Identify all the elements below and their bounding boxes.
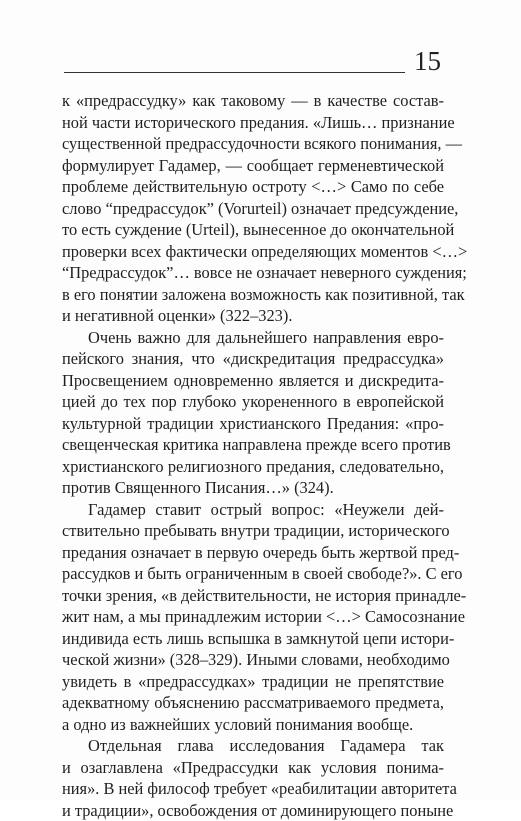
header-rule [64, 72, 405, 73]
text-line: индивида есть лишь вспышка в замкнутой цепи истори- [62, 628, 444, 650]
text-line: Отдельная глава исследования Гадамера так [62, 735, 444, 757]
text-line: “Предрассудок”… вовсе не означает неверного суждения; [62, 262, 444, 284]
text-line: ствительно пребывать внутри традиции, исторического [62, 520, 444, 542]
paragraph [62, 735, 444, 821]
text-line: увидеть в «предрассудках» традиции не препятствие [62, 671, 444, 693]
page-number: 15 [414, 46, 441, 77]
text-line: проверки всех фактически определяющих моментов <…> [62, 241, 444, 263]
text-line: цией до тех пор глубоко укорененного в европейской [62, 391, 444, 413]
text-line: точки зрения, «в действительности, не история принадле- [62, 585, 444, 607]
paragraph [62, 499, 444, 736]
text-line: адекватному объяснению рассматриваемого предмета, [62, 692, 444, 714]
text-line: и традиции», освобождения от доминирующего поныне [62, 800, 444, 821]
text-line: к «предрассудку» как таковому — в качестве состав- [62, 90, 444, 112]
text-line: формулирует Гадамер, — сообщает герменевтической [62, 155, 444, 177]
text-line: то есть суждение (Urteil), вынесенное до окончательной [62, 219, 444, 241]
text-line: культурной традиции христианского Предания: «про- [62, 413, 444, 435]
text-line: пейского знания, что «дискредитация предрассудка» [62, 348, 444, 370]
text-line: в его понятии заложена возможность как позитивной, так [62, 284, 444, 306]
text-line: Просвещением одновременно является и дискредита- [62, 370, 444, 392]
text-line: Очень важно для дальнейшего направления евро- [62, 327, 444, 349]
text-line: предания означает в первую очередь быть жертвой пред- [62, 542, 444, 564]
text-line: слово “предрассудок” (Vorurteil) означает предсуждение, [62, 198, 444, 220]
text-line: проблеме действительную остроту <…> Само по себе [62, 176, 444, 198]
paragraph [62, 327, 444, 499]
text-line: Гадамер ставит острый вопрос: «Неужели дей- [62, 499, 444, 521]
text-line: рассудков и быть ограниченным в своей свободе?». С его [62, 563, 444, 585]
text-line: ния». В ней философ требует «реабилитации авторитета [62, 778, 444, 800]
text-line: а одно из важнейших условий понимания вообще. [62, 714, 444, 736]
text-line: существенной предрассудочности всякого понимания, — [62, 133, 444, 155]
text-line: ческой жизни» (328–329). Иными словами, необходимо [62, 649, 444, 671]
text-line: и негативной оценки» (322–323). [62, 305, 444, 327]
body-text [62, 90, 444, 821]
paragraph [62, 90, 444, 327]
text-line: жит нам, а мы принадлежим истории <…> Самосознание [62, 606, 444, 628]
text-line: христианского религиозного предания, следовательно, [62, 456, 444, 478]
text-line: ной части исторического предания. «Лишь… признание [62, 112, 444, 134]
text-line: против Священного Писания…» (324). [62, 477, 444, 499]
text-line: и озаглавлена «Предрассудки как условия понима- [62, 757, 444, 779]
text-line: свещенческая критика направлена прежде всего против [62, 434, 444, 456]
